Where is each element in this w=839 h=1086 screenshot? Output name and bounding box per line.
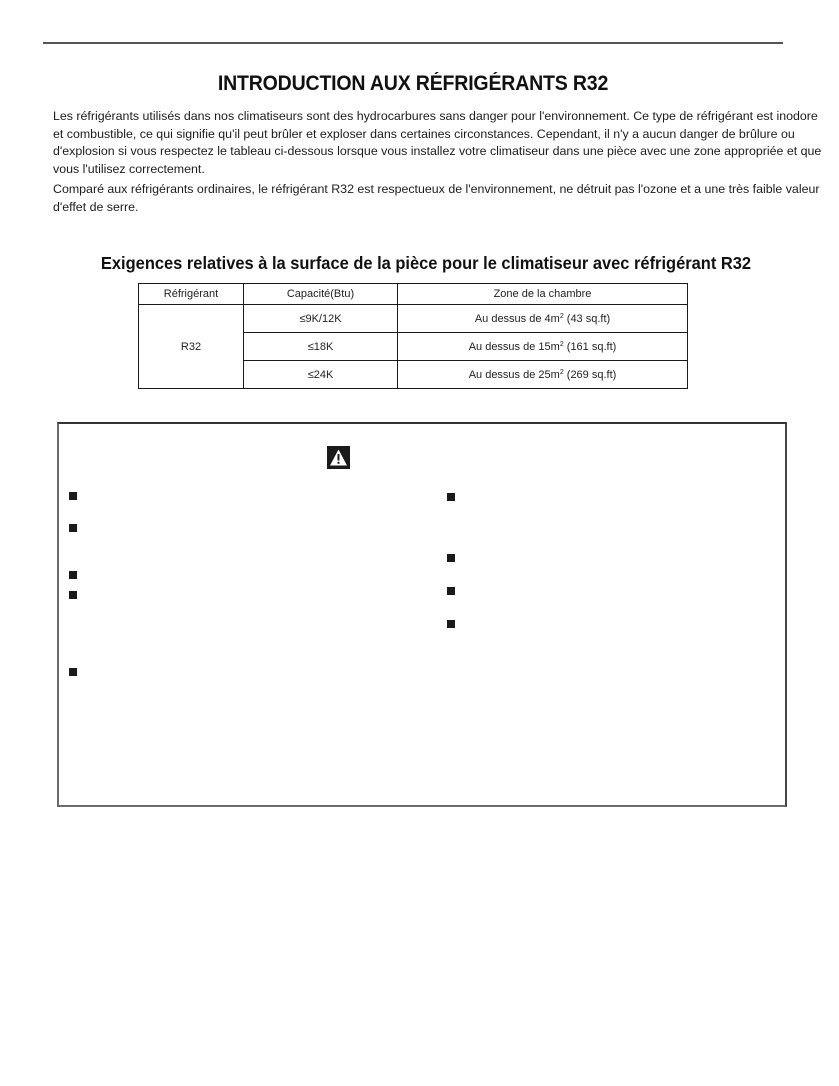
warning-bullet-right-4 <box>447 620 455 628</box>
capacity-cell: ≤18K <box>244 333 398 361</box>
warning-bullet-left-3 <box>69 571 77 579</box>
warning-bullet-left-5 <box>69 668 77 676</box>
zone-cell: Au dessus de $4m^2$ (43 sq.ft) <box>398 305 688 333</box>
table-header-row <box>139 284 688 305</box>
intro-text <box>53 108 823 219</box>
refrigerant-cell: R32 <box>139 305 244 389</box>
warning-bullet-right-2 <box>447 554 455 562</box>
warning-bullet-right-3 <box>447 587 455 595</box>
header-refrigerant: Réfrigérant <box>139 284 244 305</box>
warning-box <box>57 422 787 807</box>
capacity-cell: ≤9K/12K <box>244 305 398 333</box>
warning-bullet-right-1 <box>447 493 455 501</box>
top-divider <box>43 42 783 44</box>
intro-paragraph-2: Comparé aux réfrigérants ordinaires, le réfrigérant R32 est respectueux de l'environnement, ne détruit pas l'ozone et a une très faible valeur d'effet de serre. <box>53 182 820 214</box>
warning-bullet-left-2 <box>69 524 77 532</box>
page-title: INTRODUCTION AUX RÉFRIGÉRANTS R32 <box>217 72 609 95</box>
capacity-cell: ≤24K <box>244 361 398 389</box>
intro-paragraph-1: Les réfrigérants utilisés dans nos climatiseurs sont des hydrocarbures sans danger pour l'environnement. Ce type de réfrigérant est inodore et combustible, ce qui signifie qu'il peut brûler et exploser dans certaines circonstances. Cependant, il n'y a aucun danger de brûlure ou d'explosion si vous respectez le tableau ci-dessous lorsque vous installez votre climatiseur dans une pièce avec une zone appropriée et que vous l'utilisez correctement. <box>53 109 822 176</box>
warning-bullet-left-1 <box>69 492 77 500</box>
header-room-zone: Zone de la chambre <box>398 284 688 305</box>
warning-triangle-icon <box>327 446 350 469</box>
table-row <box>139 305 688 333</box>
header-capacity: Capacité(Btu) <box>244 284 398 305</box>
section-title: Exigences relatives à la surface de la pièce pour le climatiseur avec réfrigérant R32 <box>100 253 752 273</box>
zone-cell: Au dessus de $25m^2$ (269 sq.ft) <box>398 361 688 389</box>
zone-cell: Au dessus de $15m^2$ (161 sq.ft) <box>398 333 688 361</box>
warning-bullet-left-4 <box>69 591 77 599</box>
room-area-requirements-table <box>138 283 688 389</box>
